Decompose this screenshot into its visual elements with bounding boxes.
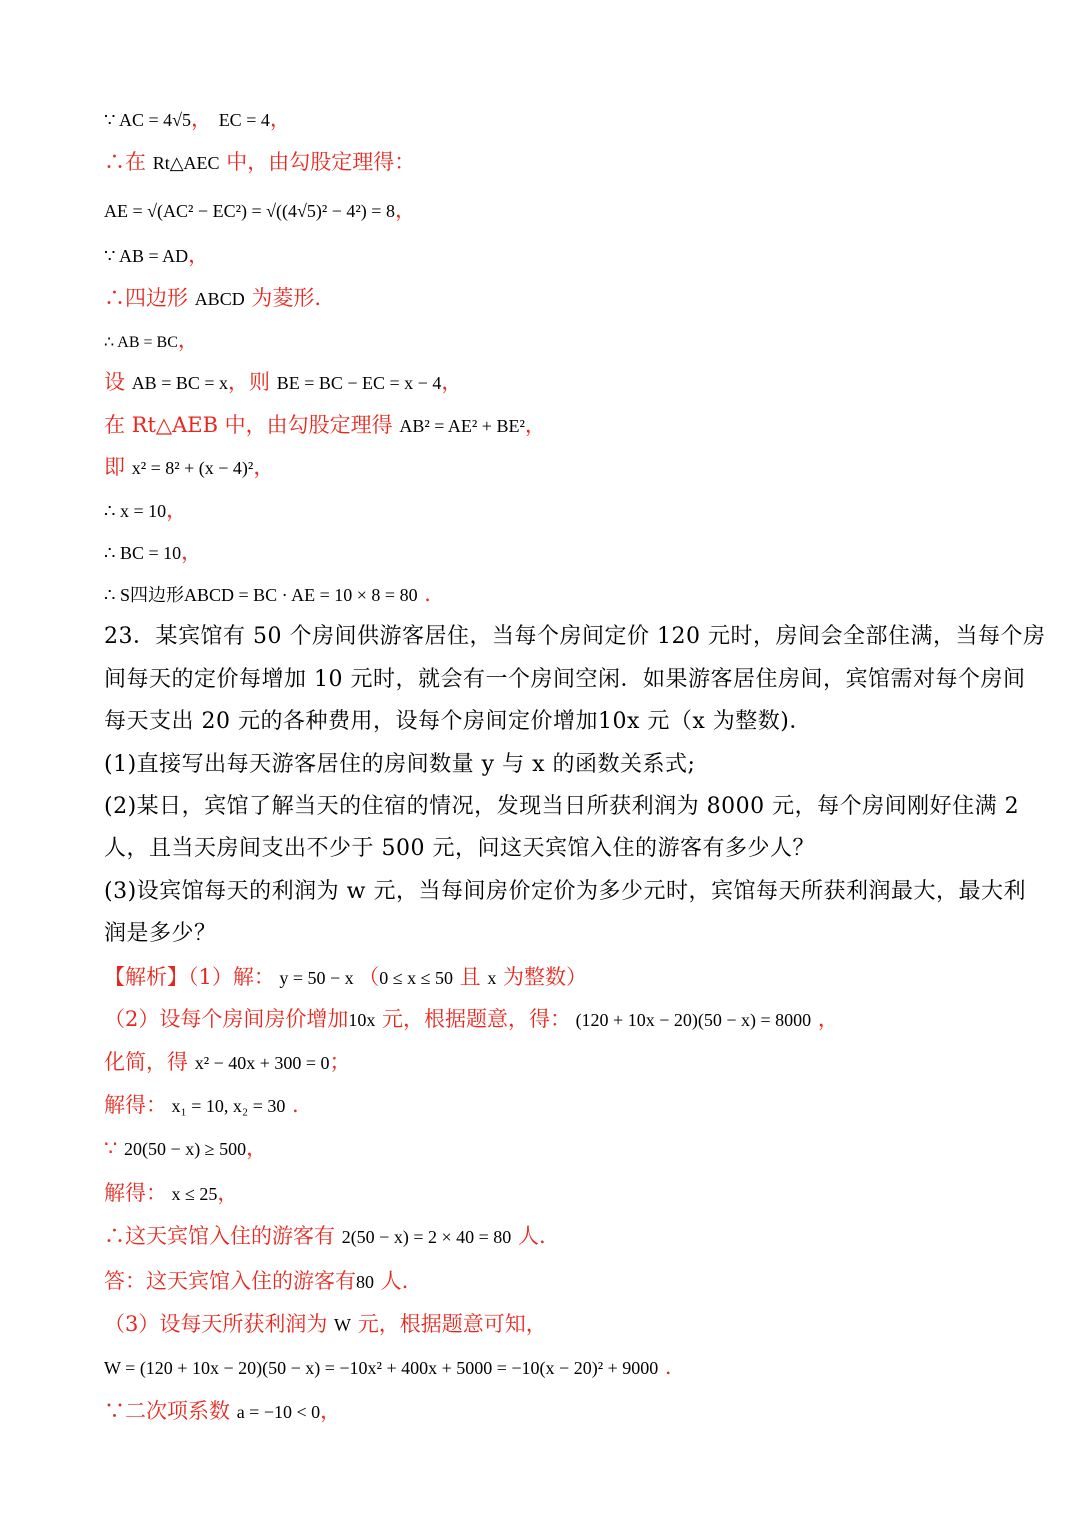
solution-line-6 [104, 325, 984, 358]
text-part: y = 50 − x [274, 968, 359, 988]
text-part: 2(50 − x) = 2 × 40 = 80 [341, 1227, 512, 1247]
text-part: ∴这天宾馆入住的游客有 [104, 1224, 342, 1248]
analysis-line-7 [104, 1221, 984, 1252]
text-part: 80 [356, 1272, 374, 1292]
text-part: BE = BC − EC = x − 4 [276, 373, 442, 393]
analysis-line-5 [104, 1133, 984, 1164]
text-part: 人. [511, 1224, 546, 1248]
text-part: 0 ≤ x ≤ 50 [379, 968, 453, 988]
analysis-line-9 [104, 1309, 984, 1340]
text-part: ∴ S四边形ABCD = BC · AE = 10 × 8 = 80 [104, 585, 418, 605]
analysis-line-3 [104, 1047, 984, 1078]
text-part: （2）设每个房间房价增加 [104, 1007, 349, 1031]
text-part: ， [177, 328, 199, 352]
question-line-8: 润是多少？ [104, 921, 217, 946]
text-part: x₁ = 10, x₂ = 30 [167, 1096, 286, 1116]
text-part: x [487, 968, 497, 988]
text-part: . [417, 582, 431, 606]
text-part: ， [269, 107, 291, 131]
analysis-line-8 [104, 1266, 984, 1297]
question-line-2: 间每天的定价每增加 10 元时，就会有一个房间空闲．如果游客居住房间，宾馆需对每个房间 [104, 667, 1026, 692]
analysis-line-4 [104, 1090, 984, 1121]
text-part: ∵ [104, 1136, 125, 1160]
text-part: 人. [374, 1269, 409, 1293]
text-part: 20(50 − x) ≥ 500 [124, 1139, 247, 1159]
text-part: ， [320, 1399, 342, 1423]
solution-line-10 [104, 495, 984, 526]
solution-line-5 [104, 283, 984, 314]
text-part: 在 Rt△AEB 中，由勾股定理得 [104, 413, 400, 437]
text-part: 元，根据题意可知， [351, 1312, 547, 1336]
text-part: ， [181, 540, 203, 564]
text-part: 解得： [104, 1181, 167, 1205]
text-part: x² − 40x + 300 = 0 [194, 1053, 330, 1073]
analysis-line-10 [104, 1352, 984, 1383]
text-part: （ [358, 965, 380, 989]
text-part: ， [191, 107, 219, 131]
solution-line-12 [104, 579, 984, 610]
text-part: ， [441, 370, 463, 394]
text-part: AE = √(AC² − EC²) = √((4√5)² − 4²) = 8 [104, 201, 395, 221]
text-part: x ≤ 25 [167, 1184, 218, 1204]
text-part: 为菱形. [244, 286, 322, 310]
text-part: 解得： [104, 1093, 167, 1117]
text-part: 且 [452, 965, 488, 989]
solution-line-4 [104, 240, 984, 271]
text-part: ， [524, 413, 546, 437]
text-part: ， [811, 1007, 839, 1031]
text-part: （3）设每天所获利润为 [104, 1312, 335, 1336]
text-part: 即 [104, 455, 132, 479]
text-part: (120 + 10x − 20)(50 − x) = 8000 [571, 1010, 812, 1030]
question-line-4: (1)直接写出每天游客居住的房间数量 y 与 x 的函数关系式; [104, 752, 696, 777]
text-part: ， [217, 1181, 239, 1205]
text-part: 【解析】（1）解： [104, 965, 275, 989]
text-part: ∴在 [104, 150, 153, 174]
solution-line-7 [104, 367, 984, 398]
text-part: ∴四边形 [104, 286, 195, 310]
text-part: Rt△AEC [152, 153, 220, 173]
text-part: ∴ x = 10 [104, 501, 167, 521]
text-part: 元，根据题意，得： [375, 1007, 572, 1031]
solution-line-1 [104, 104, 984, 135]
analysis-line-11 [104, 1396, 984, 1427]
text-part: ∵二次项系数 [104, 1399, 237, 1423]
text-part: . [658, 1355, 672, 1379]
text-part: W [334, 1315, 352, 1335]
analysis-line-2 [104, 1004, 984, 1035]
text-part: ∴ AB = BC [104, 334, 178, 351]
text-part: ， [394, 198, 416, 222]
text-part: . [285, 1093, 299, 1117]
text-part: ∵ AB = AD [104, 246, 189, 266]
text-part: ， [166, 498, 188, 522]
text-part: x² = 8² + (x − 4)² [131, 458, 254, 478]
text-part: 中，由勾股定理得： [219, 150, 416, 174]
text-part: ； [329, 1050, 351, 1074]
solution-line-3 [104, 195, 984, 226]
text-part: 化简，得 [104, 1050, 195, 1074]
text-part: ， [253, 455, 275, 479]
question-line-1: 23．某宾馆有 50 个房间供游客居住，当每个房间定价 120 元时，房间会全部住满，当每个房 [104, 624, 1046, 649]
solution-line-2 [104, 147, 984, 178]
solution-line-9 [104, 452, 984, 483]
text-part: AB = BC = x [131, 373, 229, 393]
analysis-line-1 [104, 962, 984, 993]
text-part: EC = 4 [218, 110, 270, 130]
text-part: 为整数） [496, 965, 587, 989]
text-part: ∴ BC = 10 [104, 543, 182, 563]
text-part: ∵ AC = 4√5 [104, 110, 191, 130]
text-part: W = (120 + 10x − 20)(50 − x) = −10x² + 400x + 5000 = −10(x − 20)² + 9000 [104, 1358, 659, 1378]
text-part: ， [246, 1136, 268, 1160]
text-part: 设 [104, 370, 132, 394]
solution-line-8 [104, 410, 984, 441]
question-line-3: 每天支出 20 元的各种费用，设每个房间定价增加10x 元（x 为整数)． [104, 709, 812, 734]
text-part: a = −10 < 0 [236, 1402, 321, 1422]
text-part: AB² = AE² + BE² [399, 416, 525, 436]
text-part: ABCD [194, 289, 245, 309]
text-part: 答：这天宾馆入住的游客有 [104, 1269, 356, 1293]
analysis-line-6 [104, 1178, 984, 1209]
question-line-5: (2)某日，宾馆了解当天的住宿的情况，发现当日所获利润为 8000 元，每个房间刚好住满 2 [104, 794, 1020, 819]
question-line-7: (3)设宾馆每天的利润为 w 元，当每间房价定价为多少元时，宾馆每天所获利润最大，最大利 [104, 879, 1026, 904]
text-part: ， [188, 243, 210, 267]
question-line-6: 人，且当天房间支出不少于 500 元，问这天宾馆入住的游客有多少人？ [104, 836, 815, 861]
text-part: ，则 [228, 370, 277, 394]
solution-line-11 [104, 537, 984, 568]
text-part: 10x [348, 1010, 376, 1030]
